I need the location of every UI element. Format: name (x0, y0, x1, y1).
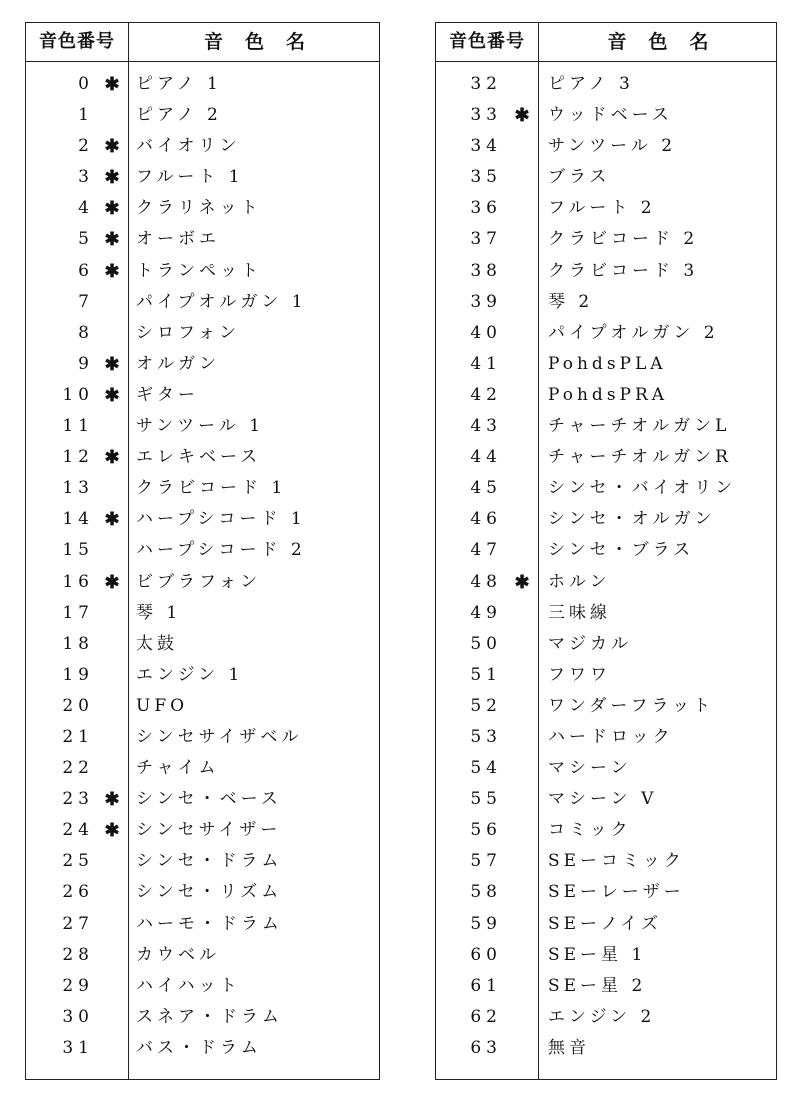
voice-name: チャーチオルガンR (548, 447, 732, 468)
voice-name: シンセ・リズム (136, 882, 283, 903)
asterisk-mark (512, 473, 532, 504)
voice-name: マシーン V (548, 789, 658, 810)
voice-number: 20 (62, 695, 94, 716)
voice-number: 55 (470, 789, 502, 810)
table-body (436, 69, 776, 1064)
voice-number: 51 (470, 664, 502, 685)
voice-name: 琴 2 (548, 291, 594, 312)
voice-number: 22 (62, 758, 94, 779)
asterisk-mark: ✱ (104, 74, 120, 95)
voice-number: 61 (470, 975, 502, 996)
table-row (436, 131, 776, 162)
voice-name: ハープシコード 2 (136, 540, 306, 561)
voice-number: 5 (78, 229, 94, 250)
voice-name: シンセ・ベース (136, 789, 282, 810)
asterisk-mark: ✱ (104, 353, 120, 375)
table-row (26, 691, 379, 722)
table-row (26, 784, 379, 815)
voice-name: ハードロック (548, 726, 674, 747)
voice-number: 8 (78, 322, 94, 343)
table-row (436, 753, 776, 784)
voice-name: マジカル (548, 633, 632, 654)
voice-number: 57 (470, 851, 502, 872)
voice-number: 54 (470, 758, 502, 779)
voice-name: シンセ・ドラム (136, 851, 283, 872)
table-row (26, 442, 379, 473)
table-row (26, 131, 379, 162)
table-row (26, 224, 379, 255)
asterisk-mark: ✱ (104, 789, 120, 811)
voice-name: シンセサイザー (136, 820, 282, 841)
table-row (26, 815, 379, 846)
table-row (436, 69, 776, 100)
asterisk-mark (512, 815, 532, 846)
table-row (26, 380, 379, 411)
table-row (436, 815, 776, 846)
voice-name: チャーチオルガンL (548, 416, 731, 437)
asterisk-mark (512, 504, 532, 535)
header-voice-number: 音色番号 (39, 31, 115, 52)
table-row (436, 411, 776, 442)
voice-number: 27 (62, 913, 94, 934)
asterisk-mark (102, 1002, 122, 1033)
voice-number: 58 (470, 882, 502, 903)
voice-name: クラビコード 1 (136, 478, 287, 499)
header-voice-name: 音色名 (203, 31, 327, 53)
voice-number: 1 (78, 105, 94, 126)
asterisk-mark (512, 442, 532, 473)
asterisk-mark (102, 411, 122, 442)
voice-number: 29 (62, 975, 94, 996)
table-row (26, 69, 379, 100)
table-row (26, 1033, 379, 1064)
voice-name: ハイハット (136, 975, 241, 996)
asterisk-mark: ✱ (104, 447, 120, 469)
voice-number: 36 (470, 198, 502, 219)
asterisk-mark: ✱ (104, 136, 120, 158)
voice-number: 62 (470, 1006, 502, 1027)
voice-name: クラビコード 2 (548, 229, 699, 250)
table-row (26, 100, 379, 131)
voice-name: 太鼓 (136, 633, 178, 654)
table-row (436, 846, 776, 877)
table-row (436, 877, 776, 908)
voice-name: SEーレーザー (548, 882, 685, 903)
voice-name: ウッドベース (548, 105, 673, 126)
asterisk-mark (512, 287, 532, 318)
asterisk-mark: ✱ (514, 571, 530, 593)
asterisk-mark (102, 100, 122, 131)
voice-number: 2 (78, 136, 94, 157)
table-row (436, 287, 776, 318)
voice-name: シロフォン (136, 322, 241, 343)
voice-name: ビブラフォン (136, 571, 262, 592)
voice-number: 28 (62, 944, 94, 965)
voice-number: 60 (470, 944, 502, 965)
voice-number: 53 (470, 726, 502, 747)
voice-number: 7 (78, 291, 94, 312)
voice-number: 17 (62, 602, 94, 623)
asterisk-mark: ✱ (104, 198, 120, 220)
voice-name: ピアノ 1 (136, 74, 222, 94)
asterisk-mark (102, 971, 122, 1002)
voice-name: 三味線 (548, 602, 611, 623)
table-row (436, 1002, 776, 1033)
table-row (436, 504, 776, 535)
table-body (26, 69, 379, 1064)
table-row (26, 971, 379, 1002)
table-row (436, 567, 776, 598)
table-row (436, 473, 776, 504)
voice-name: エンジン 1 (136, 664, 244, 685)
voice-number: 24 (62, 820, 94, 841)
table-row (436, 660, 776, 691)
voice-number: 21 (62, 726, 94, 747)
table-header (26, 23, 379, 62)
voice-name: UFO (136, 695, 189, 716)
voice-number: 45 (470, 478, 502, 499)
voice-number: 19 (62, 664, 94, 685)
asterisk-mark (102, 909, 122, 940)
table-row (436, 598, 776, 629)
voice-number: 63 (470, 1037, 502, 1058)
table-row (26, 753, 379, 784)
header-voice-number: 音色番号 (449, 31, 525, 52)
asterisk-mark: ✱ (104, 820, 120, 842)
table-row (26, 287, 379, 318)
voice-name: コミック (548, 820, 632, 841)
voice-name: バイオリン (136, 136, 241, 157)
asterisk-mark (512, 660, 532, 691)
table-row (26, 940, 379, 971)
asterisk-mark (102, 1033, 122, 1064)
asterisk-mark (512, 318, 532, 349)
voice-number: 13 (62, 478, 94, 499)
voice-number: 42 (470, 384, 502, 405)
voice-name: ワンダーフラット (548, 695, 715, 716)
voice-name: エンジン 2 (548, 1006, 656, 1027)
asterisk-mark (512, 629, 532, 660)
voice-number: 52 (470, 695, 502, 716)
voice-name: ブラス (548, 167, 611, 188)
table-row (436, 940, 776, 971)
voice-number: 4 (78, 198, 94, 219)
asterisk-mark: ✱ (104, 571, 120, 593)
voice-name: チャイム (136, 758, 220, 779)
voice-name: カウベル (136, 944, 220, 965)
voice-name: PohdsPLA (548, 353, 667, 374)
voice-name: オーボエ (136, 229, 220, 250)
voice-number: 6 (78, 260, 94, 281)
voice-number: 35 (470, 167, 502, 188)
table-row (26, 722, 379, 753)
voice-name: 無音 (548, 1037, 590, 1058)
voice-name: ギター (136, 384, 199, 405)
voice-number: 32 (470, 74, 502, 94)
table-row (26, 877, 379, 908)
voice-name: サンツール 2 (548, 136, 677, 157)
voice-name: フルート 2 (548, 198, 656, 219)
asterisk-mark (102, 691, 122, 722)
voice-name: シンセサイザベル (136, 726, 303, 747)
voice-number: 50 (470, 633, 502, 654)
table-row (26, 567, 379, 598)
table-row (26, 256, 379, 287)
voice-number: 15 (62, 540, 94, 561)
asterisk-mark (512, 909, 532, 940)
voice-name: SEー星 2 (548, 975, 647, 996)
voice-number: 26 (62, 882, 94, 903)
voice-name: トランペット (136, 260, 262, 281)
voice-number: 34 (470, 136, 502, 157)
asterisk-mark (102, 877, 122, 908)
voice-number: 37 (470, 229, 502, 250)
voice-number: 44 (470, 447, 502, 468)
asterisk-mark (512, 193, 532, 224)
asterisk-mark (512, 1033, 532, 1064)
voice-name: エレキベース (136, 447, 262, 468)
asterisk-mark (512, 753, 532, 784)
voice-number: 47 (470, 540, 502, 561)
table-row (26, 349, 379, 380)
voice-number: 30 (62, 1006, 94, 1027)
voice-number: 43 (470, 416, 502, 437)
voice-number: 59 (470, 913, 502, 934)
voice-name: サンツール 1 (136, 416, 265, 437)
voice-number: 10 (62, 384, 94, 405)
voice-name: SEーノイズ (548, 913, 663, 934)
asterisk-mark (512, 784, 532, 815)
asterisk-mark (102, 660, 122, 691)
asterisk-mark (512, 940, 532, 971)
asterisk-mark (512, 349, 532, 380)
table-row (436, 535, 776, 566)
table-row (26, 411, 379, 442)
table-row (436, 100, 776, 131)
asterisk-mark (512, 971, 532, 1002)
table-row (436, 380, 776, 411)
voice-name: オルガン (136, 353, 220, 374)
voice-number: 48 (470, 571, 502, 592)
asterisk-mark: ✱ (104, 260, 120, 282)
asterisk-mark (102, 940, 122, 971)
voice-name: 琴 1 (136, 602, 182, 623)
voice-name: クラビコード 3 (548, 260, 699, 281)
asterisk-mark (512, 69, 532, 100)
asterisk-mark (102, 535, 122, 566)
voice-number: 11 (62, 416, 94, 437)
table-row (436, 691, 776, 722)
asterisk-mark: ✱ (104, 509, 120, 531)
voice-table-left (25, 22, 380, 1080)
table-row (436, 629, 776, 660)
voice-number: 40 (470, 322, 502, 343)
table-row (436, 193, 776, 224)
voice-name: ピアノ 2 (136, 105, 222, 126)
asterisk-mark (512, 380, 532, 411)
voice-number: 25 (62, 851, 94, 872)
asterisk-mark (102, 846, 122, 877)
header-voice-name: 音色名 (607, 31, 731, 53)
voice-number: 31 (62, 1037, 94, 1058)
voice-number: 16 (62, 571, 94, 592)
voice-name: ホルン (548, 571, 611, 592)
voice-name: SEーコミック (548, 851, 685, 872)
table-row (26, 1002, 379, 1033)
voice-number: 23 (62, 789, 94, 810)
table-row (26, 660, 379, 691)
voice-name: クラリネット (136, 198, 262, 219)
table-row (26, 535, 379, 566)
table-row (26, 318, 379, 349)
voice-name: SEー星 1 (548, 944, 647, 965)
table-row (26, 504, 379, 535)
asterisk-mark (512, 598, 532, 629)
table-row (436, 256, 776, 287)
asterisk-mark: ✱ (104, 167, 120, 189)
voice-name: スネア・ドラム (136, 1006, 283, 1027)
voice-number: 56 (470, 820, 502, 841)
voice-name: シンセ・ブラス (548, 540, 695, 561)
voice-name: マシーン (548, 758, 632, 779)
voice-name: ハープシコード 1 (136, 509, 306, 530)
table-row (26, 193, 379, 224)
asterisk-mark (102, 473, 122, 504)
asterisk-mark (512, 877, 532, 908)
table-row (436, 722, 776, 753)
voice-number: 38 (470, 260, 502, 281)
voice-number: 9 (78, 353, 94, 374)
asterisk-mark (512, 131, 532, 162)
voice-name: シンセ・バイオリン (548, 478, 737, 499)
table-header (436, 23, 776, 62)
asterisk-mark (102, 287, 122, 318)
table-row (436, 349, 776, 380)
table-row (26, 846, 379, 877)
voice-number: 46 (470, 509, 502, 530)
table-row (436, 1033, 776, 1064)
voice-number: 39 (470, 291, 502, 312)
asterisk-mark (102, 598, 122, 629)
asterisk-mark (512, 722, 532, 753)
voice-number: 0 (78, 74, 94, 94)
voice-name: ハーモ・ドラム (136, 913, 283, 934)
table-row (436, 784, 776, 815)
voice-number: 12 (62, 447, 94, 468)
asterisk-mark (102, 722, 122, 753)
asterisk-mark: ✱ (104, 229, 120, 251)
voice-number: 14 (62, 509, 94, 530)
asterisk-mark (102, 753, 122, 784)
voice-name: フワワ (548, 664, 611, 685)
voice-name: パイプオルガン 1 (136, 291, 307, 312)
voice-number: 33 (470, 105, 502, 126)
voice-number: 3 (78, 167, 94, 188)
asterisk-mark (512, 411, 532, 442)
voice-name: バス・ドラム (136, 1037, 262, 1058)
table-row (436, 224, 776, 255)
voice-name: フルート 1 (136, 167, 244, 188)
voice-name: ピアノ 3 (548, 74, 634, 94)
table-row (26, 909, 379, 940)
asterisk-mark: ✱ (514, 105, 530, 127)
table-row (436, 442, 776, 473)
voice-name: PohdsPRA (548, 384, 669, 405)
asterisk-mark (512, 162, 532, 193)
voice-table-right (435, 22, 777, 1080)
asterisk-mark (512, 691, 532, 722)
voice-name: シンセ・オルガン (548, 509, 716, 530)
voice-number: 49 (470, 602, 502, 623)
table-row (26, 162, 379, 193)
voice-number: 41 (470, 353, 502, 374)
table-row (26, 473, 379, 504)
asterisk-mark (512, 256, 532, 287)
table-row (26, 598, 379, 629)
table-row (26, 629, 379, 660)
voice-number: 18 (62, 633, 94, 654)
asterisk-mark (512, 846, 532, 877)
table-row (436, 971, 776, 1002)
asterisk-mark (102, 629, 122, 660)
asterisk-mark (512, 224, 532, 255)
asterisk-mark (512, 1002, 532, 1033)
asterisk-mark (102, 318, 122, 349)
voice-name: パイプオルガン 2 (548, 322, 719, 343)
asterisk-mark: ✱ (104, 384, 120, 406)
table-row (436, 318, 776, 349)
table-row (436, 909, 776, 940)
table-row (436, 162, 776, 193)
asterisk-mark (512, 535, 532, 566)
